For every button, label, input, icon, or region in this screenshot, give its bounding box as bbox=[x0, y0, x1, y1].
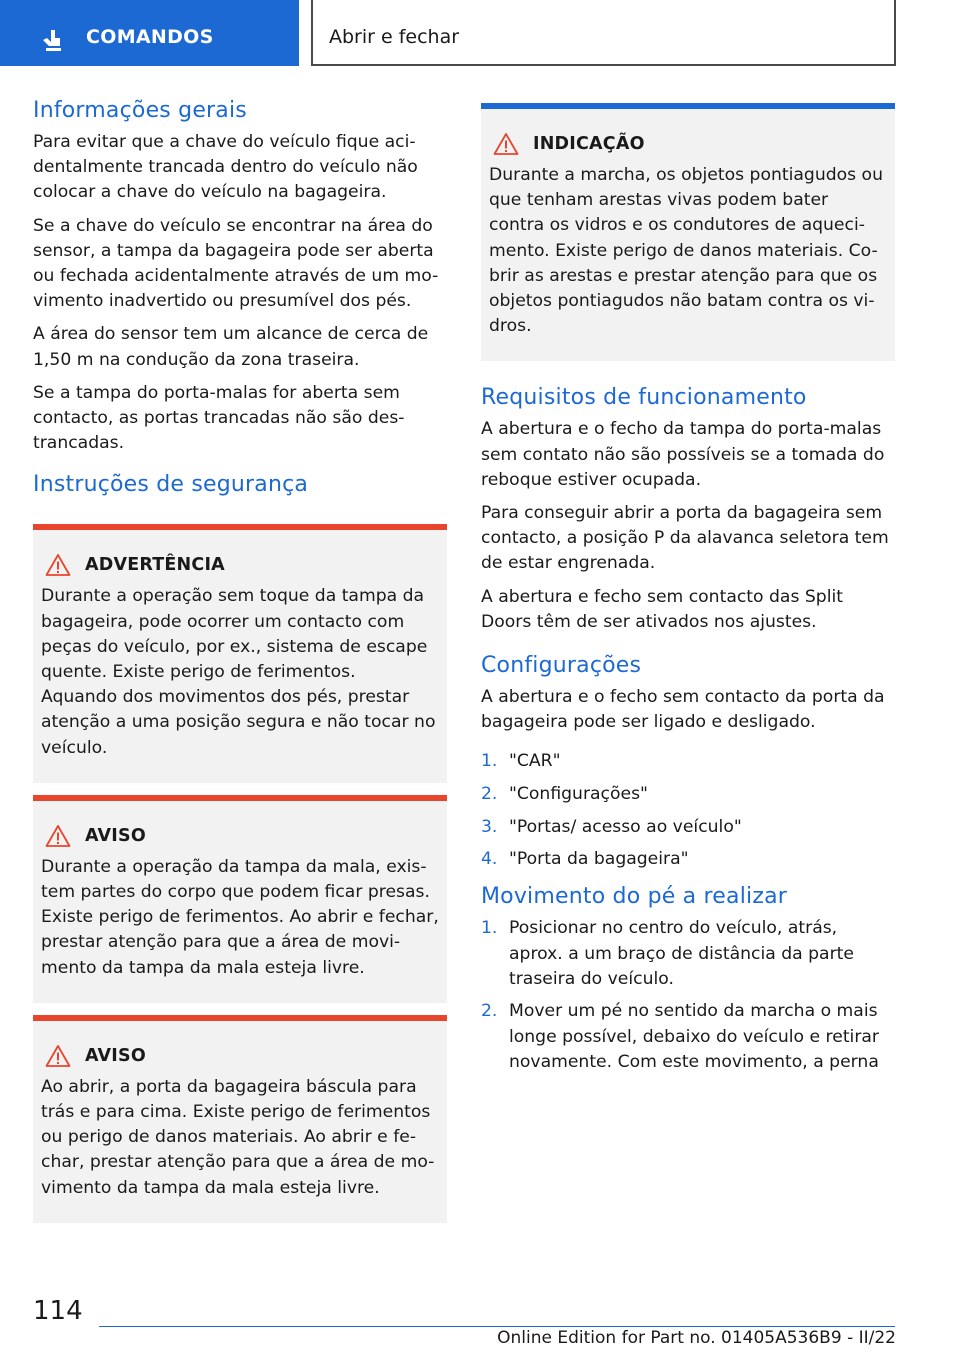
caution-box bbox=[33, 795, 447, 1003]
section-title-safety: Instruções de segurança bbox=[33, 472, 309, 498]
edition-note: Online Edition for Part no. 01405A536B9 - II/22 bbox=[497, 1328, 896, 1348]
general-paragraph: Para evitar que a chave do veículo fique aci-dentalmente trancada dentro do veículo não colocar a chave do veículo na bagageira. bbox=[33, 132, 418, 203]
section-tab-label: COMANDOS bbox=[86, 26, 214, 48]
chapter-header bbox=[311, 0, 896, 66]
settings-intro: A abertura e o fecho sem contacto da porta da bagageira pode ser ligado e desligado. bbox=[481, 687, 885, 733]
page-number: 114 bbox=[33, 1296, 83, 1326]
section-title-movement: Movimento do pé a realizar bbox=[481, 884, 788, 910]
general-paragraph: Se a tampa do porta-malas for aberta sem contacto, as portas trancadas não são des-trancadas. bbox=[33, 382, 405, 454]
section-tab bbox=[0, 0, 299, 66]
indication-box bbox=[481, 103, 895, 361]
requirements-paragraph: A abertura e fecho sem contacto das Split Doors têm de ser ativados nos ajustes. bbox=[481, 586, 843, 632]
warning-triangle-icon bbox=[45, 553, 71, 577]
movement-steps bbox=[481, 916, 895, 1075]
caution-title: AVISO bbox=[85, 825, 146, 846]
left-column bbox=[33, 96, 447, 1223]
section-title-general: Informações gerais bbox=[33, 98, 247, 123]
caution-box bbox=[33, 1015, 447, 1223]
warning-text: Aquando dos movimentos dos pés, prestar atenção a uma posição segura e não tocar no veículo. bbox=[41, 687, 436, 758]
section-title-settings: Configurações bbox=[481, 653, 642, 679]
requirements-paragraph: A abertura e o fecho da tampa do porta-malas sem contato não são possíveis se a tomada do reboque estiver ocupada. bbox=[481, 419, 885, 490]
warning-text: Durante a operação sem toque da tampa da bagageira, pode ocorrer um contacto com peças do veículo, por ex., sistema de escape quente. Existe perigo de ferimentos. bbox=[41, 586, 428, 683]
settings-steps bbox=[481, 749, 895, 872]
indication-text: Durante a marcha, os objetos pontiagudos ou que tenham arestas vivas podem bater contra os vidros e os condutores de aqueci-mento. Existe perigo de danos materiais. Co-brir as arestas e prestar atenção para que os objetos pontiagudos não batam contra os vi-dros. bbox=[489, 165, 883, 337]
settings-step: 2. "Configurações" bbox=[481, 784, 648, 805]
caution-text: Ao abrir, a porta da bagageira báscula para trás e para cima. Existe perigo de ferimentos ou perigo de danos materiais. Ao abrir e fe-char, prestar atenção para que a área de mo-vimento da tampa da mala esteja livre. bbox=[41, 1076, 435, 1198]
finger-touch-icon bbox=[40, 27, 66, 53]
right-column bbox=[481, 103, 895, 1085]
settings-step: 1. "CAR" bbox=[481, 751, 561, 772]
settings-step: 3. "Portas/ acesso ao veículo" bbox=[481, 816, 742, 837]
warning-box bbox=[33, 524, 447, 782]
warning-triangle-icon bbox=[45, 824, 71, 848]
movement-step: 1. Posicionar no centro do veículo, atrás, aprox. a um braço de distância da parte traseira do veículo. bbox=[481, 918, 854, 989]
movement-step: 2. Mover um pé no sentido da marcha o mais longe possível, debaixo do veículo e retirar novamente. Com este movimento, a perna bbox=[481, 1001, 880, 1072]
warning-triangle-icon bbox=[45, 1044, 71, 1068]
indication-title: INDICAÇÃO bbox=[533, 134, 645, 154]
footer-divider bbox=[99, 1326, 895, 1327]
warning-title: ADVERTÊNCIA bbox=[85, 555, 225, 576]
requirements-paragraph: Para conseguir abrir a porta da bagageira sem contacto, a posição P da alavanca seletora tem de estar engrenada. bbox=[481, 503, 889, 574]
general-paragraph: A área do sensor tem um alcance de cerca de 1,50 m na condução da zona traseira. bbox=[33, 324, 429, 370]
section-title-requirements: Requisitos de funcionamento bbox=[481, 385, 807, 411]
settings-step: 4. "Porta da bagageira" bbox=[481, 849, 689, 870]
warning-triangle-icon bbox=[493, 132, 519, 156]
general-paragraph: Se a chave do veículo se encontrar na área do sensor, a tampa da bagageira pode ser aberta ou fechada acidentalmente através de um mo-vimento inadvertido ou presumível dos pés. bbox=[33, 215, 439, 312]
caution-title: AVISO bbox=[85, 1045, 146, 1066]
caution-text: Durante a operação da tampa da mala, exis-tem partes do corpo que podem ficar presas. Existe perigo de ferimentos. Ao abrir e fechar, prestar atenção para que a área de movi-mento da tampa da mala esteja livre. bbox=[41, 856, 439, 978]
chapter-title: Abrir e fechar bbox=[329, 26, 460, 48]
